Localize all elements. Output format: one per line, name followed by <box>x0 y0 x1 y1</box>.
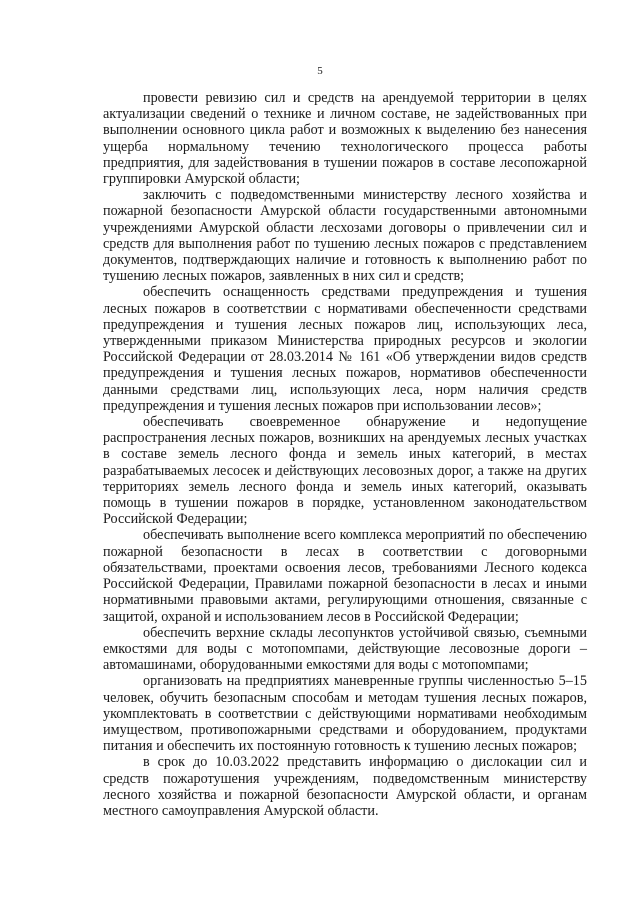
paragraph-detection: обеспечивать своевременное обнаружение и недопущение распространения лесных пожаров, возникших на арендуемых лесных участках в составе земель лесного фонда и земель иных категорий, в местах разрабатываемых лесосек и действующих лесовозных дорог, а также на других территориях земель лесного фонда и земель иных категорий, оказывать помощь в тушении пожаров в порядке, установленном законодательством Российской Федерации; <box>103 414 587 528</box>
document-body <box>103 90 587 819</box>
paragraph-warehouses: обеспечить верхние склады лесопунктов устойчивой связью, съемными емкостями для воды с мотопомпами, действующие лесовозные дороги – автомашинами, оборудованными емкостями для воды с мотопомпами; <box>103 624 587 674</box>
paragraph-fire-safety: обеспечивать выполнение всего комплекса мероприятий по обеспечению пожарной безопасности в лесах в соответствии с договорными обязательствами, проектами освоения лесов, требованиями Лесного кодекса Российской Федерации, Правилами пожарной безопасности в лесах и иными нормативными правовыми актами, регулирующими отношения, связанные с защитой, охраной и использованием лесов в Российской Федерации; <box>103 527 587 625</box>
paragraph-maneuver-groups: организовать на предприятиях маневренные группы численностью 5–15 человек, обучить безопасным способам и методам тушения лесных пожаров, укомплектовать в соответствии с действующими нормативами необходимым имуществом, противопожарными средствами и оборудованием, продуктами питания и обеспечить их постоянную готовность к тушению лесных пожаров; <box>103 673 587 755</box>
paragraph-contracts: заключить с подведомственными министерству лесного хозяйства и пожарной безопасности Амурской области государственными автономными учреждениями Амурской области лесхозами договоры о привлечении сил и средств для выполнения работ по тушению лесных пожаров с представлением документов, подтверждающих наличие и готовность к выполнению работ по тушению лесных пожаров, заявленных в них сил и средств; <box>103 187 587 285</box>
paragraph-deadline: в срок до 10.03.2022 представить информацию о дислокации сил и средств пожаротушения учреждениям, подведомственным министерству лесного хозяйства и пожарной безопасности Амурской области, и органам местного самоуправления Амурской области. <box>103 754 587 819</box>
page-number: 5 <box>317 65 323 77</box>
paragraph-equipment: обеспечить оснащенность средствами предупреждения и тушения лесных пожаров в соответствии с нормативами обеспеченности средствами предупреждения и тушения лесных пожаров лиц, использующих леса, утвержденными приказом Министерства природных ресурсов и экологии Российской Федерации от 28.03.2014 № 161 «Об утверждении видов средств предупреждения и тушения лесных пожаров, нормативов обеспеченности данными средствами лиц, использующих леса, норм наличия средств предупреждения и тушения лесных пожаров при использовании лесов»; <box>103 284 587 414</box>
paragraph-revision: провести ревизию сил и средств на арендуемой территории в целях актуализации сведений о технике и личном составе, не задействованных при выполнении основного цикла работ и возможных к выделению без нанесения ущерба нормальному течению технологического процесса работы предприятия, для задействования в тушении пожаров в составе лесопожарной группировки Амурской области; <box>103 90 587 188</box>
